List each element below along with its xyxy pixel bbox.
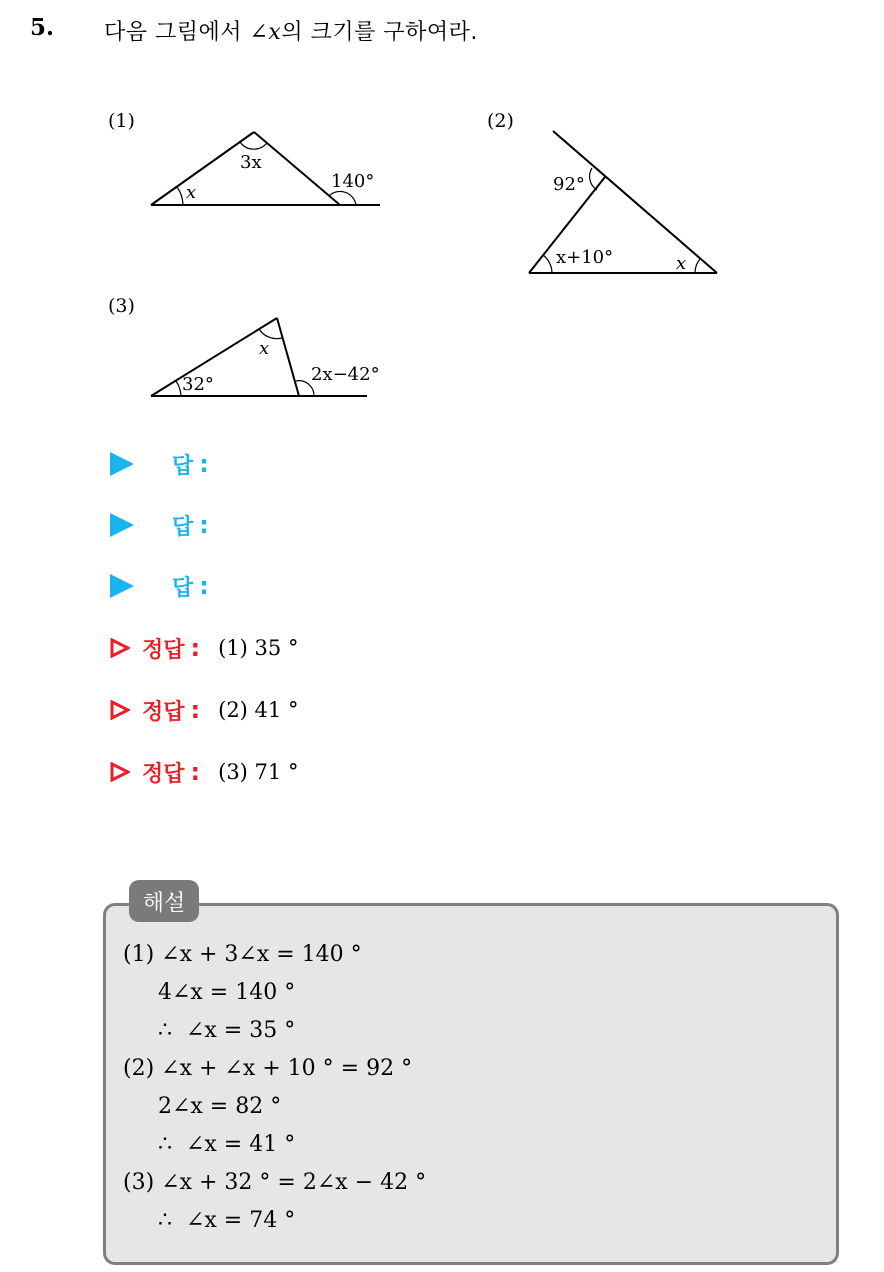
play-triangle-icon — [110, 574, 134, 598]
solution-line: 2∠x = 82 ° — [123, 1094, 282, 1119]
correct-answer-row-2 — [110, 695, 298, 725]
figure-3-left-label: 32° — [182, 374, 214, 395]
figure-3-exterior-label: 2x−42° — [311, 364, 380, 385]
answer-colon: : — [199, 572, 209, 600]
question-text-before: 다음 그림에서 — [104, 20, 250, 45]
figure-3-apex-label: x — [259, 338, 270, 359]
solution-line: ∴ ∠x = 74 ° — [123, 1208, 296, 1233]
correct-answer-colon: : — [190, 634, 201, 662]
solution-line: 4∠x = 140 ° — [123, 980, 296, 1005]
answer-row-3 — [110, 571, 209, 601]
answer-row-1 — [110, 449, 209, 479]
answer-label: 답 — [172, 514, 194, 540]
solution-line: (3) ∠x + 32 ° = 2∠x − 42 ° — [123, 1170, 427, 1195]
outline-triangle-icon — [110, 700, 130, 720]
correct-answer-value: (2) 41 ° — [218, 698, 299, 722]
outline-triangle-icon — [110, 762, 130, 782]
solution-line: ∴ ∠x = 35 ° — [123, 1018, 296, 1043]
correct-answer-colon: : — [190, 758, 201, 786]
correct-answer-label: 정답 — [142, 699, 185, 725]
figure-2-left-label: x+10° — [556, 247, 614, 268]
answer-colon: : — [199, 450, 209, 478]
figure-2-exterior-label: 92° — [553, 174, 585, 195]
triangle-figures — [0, 0, 884, 420]
figure-1-apex-label: 3x — [240, 152, 262, 173]
solution-line: (2) ∠x + ∠x + 10 ° = 92 ° — [123, 1056, 413, 1081]
correct-answer-row-1 — [110, 633, 298, 663]
correct-answer-label: 정답 — [142, 761, 185, 787]
solution-line: ∴ ∠x = 41 ° — [123, 1132, 296, 1157]
solution-line: (1) ∠x + 3∠x = 140 ° — [123, 942, 362, 967]
correct-answer-value: (1) 35 ° — [218, 636, 299, 660]
correct-answer-value: (3) 71 ° — [218, 760, 299, 784]
question-number: 5. — [30, 14, 55, 41]
figure-1-label: (1) — [108, 110, 135, 132]
correct-answer-row-3 — [110, 757, 298, 787]
figure-1-exterior-label: 140° — [331, 171, 375, 192]
play-triangle-icon — [110, 513, 134, 537]
answer-label: 답 — [172, 575, 194, 601]
play-triangle-icon — [110, 452, 134, 476]
figure-1-left-label: x — [186, 182, 197, 203]
figure-2-right-label: x — [676, 253, 687, 274]
question-text-after: 의 크기를 구하여라. — [281, 20, 478, 45]
answer-row-2 — [110, 510, 209, 540]
figure-3-label: (3) — [108, 295, 135, 317]
angle-x-symbol: ∠x — [249, 20, 282, 45]
answer-colon: : — [199, 511, 209, 539]
answer-label: 답 — [172, 453, 194, 479]
correct-answer-label: 정답 — [142, 637, 185, 663]
solution-tag: 해설 — [129, 880, 199, 922]
correct-answer-colon: : — [190, 696, 201, 724]
outline-triangle-icon — [110, 638, 130, 658]
figure-2-label: (2) — [487, 110, 514, 132]
